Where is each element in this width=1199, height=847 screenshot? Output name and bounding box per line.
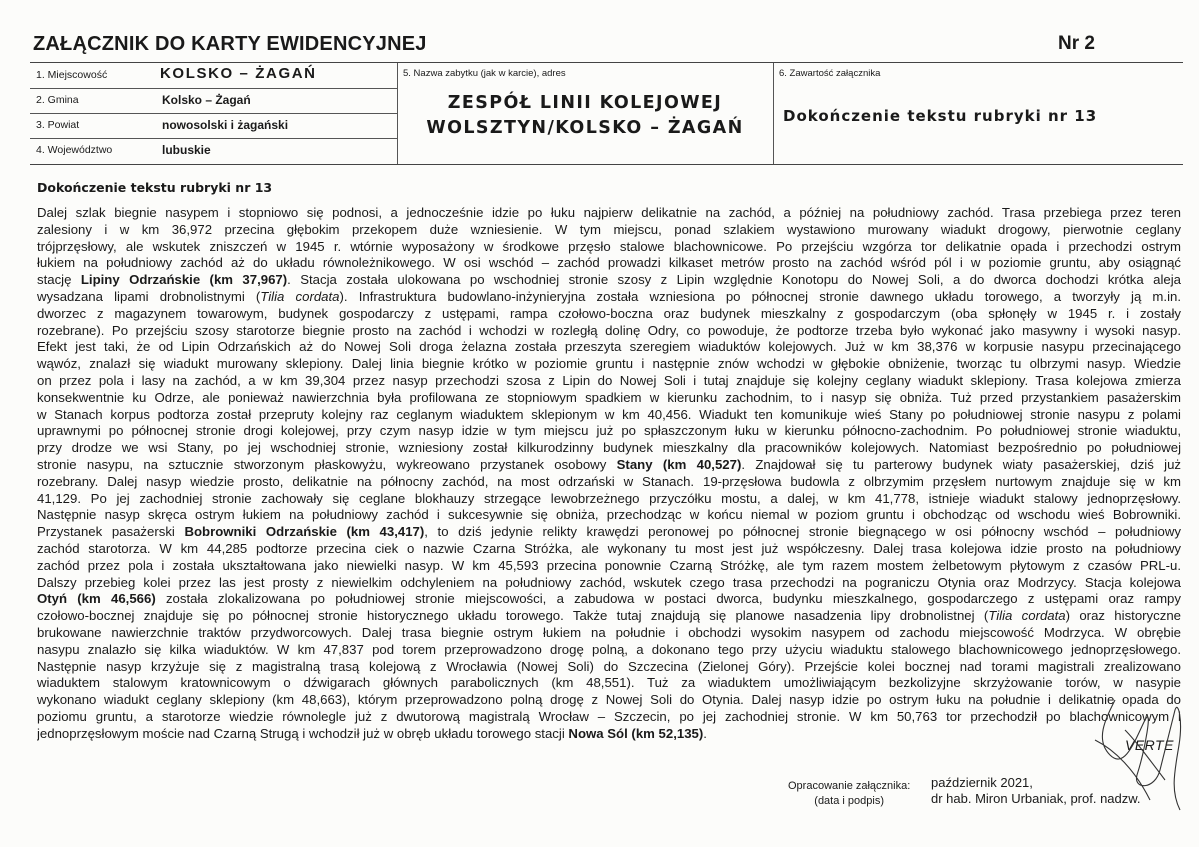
verte-note: VERTE [1125,737,1174,753]
text-segment: poziomu gruntu, a starotorze wiedzie równolegle już z dwutorową magistralą Wrocław – Szczecin, po jej zachodniej stronie. W km 50,763 tor przechodził po blachownicowym i [37,708,1181,724]
body-line [37,390,1181,407]
text-segment: nasypu znalazło się kilka wiaduktów. W km 47,837 pod torem przeprowadzono drogę polną, a dokonano tego przy użyciu wiaduktu stalowego blachownicowego jednoprzęsłowego. [37,641,1181,657]
body-line [37,423,1181,440]
body-line [37,642,1181,659]
attachment-content-label: 6. Zawartość załącznika [779,68,881,79]
text-segment: wysadzana lipami drobnolistnymi ( [37,288,261,304]
text-segment: wiaduktem stalowym kratownicowym o dźwigarach głównych parabolicznych (km 48,551). Tuż za wiaduktem umożliwiającym bezkolizyjne skrzyżowanie torów, w nasypie [37,675,1181,691]
field-locality [30,63,397,89]
text-segment: stronie nasypu, na sztucznie stworzonym płaskowyżu, wykreowano przystanek osobowy [37,456,617,472]
body-line [37,323,1181,340]
text-segment: . Stacja została ulokowana po wschodniej stronie szosy z Lipin względnie Konotopu do Nowej Soli, a do dworca dochodzi krótka aleja [287,272,1181,288]
body-line [37,339,1181,356]
field-value: KOLSKO – ŻAGAŃ [160,65,317,82]
text-segment: Przystanek pasażerski [37,524,185,540]
body-text [37,205,1181,743]
text-segment: dworzec z magazynem towarowym, budynek gospodarczy z ustępami, rampa czołowo-boczna oraz budynek mieszkalny z gospodarczym (oba spłonęły w 1945 r. i zostały [37,305,1181,321]
body-line [37,726,1181,743]
text-segment: rozebrany. Dalej nasyp wiedzie prosto, delikatnie na północny zachód, na most odrzański w Stanach. 19-przęsłowa budowla z olbrzymim przęsłem nurtowym znajduje się w km [37,473,1181,489]
field-voivodeship [30,138,397,163]
text-segment: rozebrane). Po przejściu szosy starotorze biegnie prosto na zachód i wchodzi w rozległą dolinę Odry, co powoduje, że podtorze trzeba było wykonać jako masywny i wysoki nasyp. [37,322,1181,338]
body-line [37,524,1181,541]
header-table [30,62,1183,165]
monument-name-line2: WOLSZTYN/KOLSKO – ŻAGAŃ [426,118,744,138]
text-segment: jednoprzęsłowym moście nad Czarną Strugą i wchodził już w obręb układu torowego stacji [37,725,569,741]
bold-text: Stany (km 40,527) [616,456,742,472]
prepared-author: dr hab. Miron Urbaniak, prof. nadzw. [931,791,1141,806]
body-line [37,675,1181,692]
body-line [37,457,1181,474]
body-line [37,558,1181,575]
italic-text: Tilia cordata [260,288,340,304]
bold-text: Bobrowniki Odrzańskie (km 43,417) [184,524,425,540]
monument-name-line1: ZESPÓŁ LINII KOLEJOWEJ [447,93,723,113]
body-line [37,575,1181,592]
text-segment: trójprzęsłowy, ale wskutek zniszczeń w 1945 r. wtórnie wyposażony w środkowe przęsło stalowe blachownicowe. Po przejściu wzgórza tor delikatnie opada i przechodzi ostrym [37,238,1181,254]
italic-text: Tilia cordata [988,608,1066,624]
section-heading: Dokończenie tekstu rubryki nr 13 [37,180,273,195]
field-label: 2. Gmina [36,94,79,106]
text-segment: łukiem na południowy zachód aż do układu równoleżnikowego. W osi wschód – zachód prowadzi kilkaset metrów prosto na zachód wśród pól i w poziomie gruntu, aby osiągnąć [37,255,1181,271]
body-line [37,205,1181,222]
text-segment: została zlokalizowana po południowej stronie miejscowości, a zabudowa w postaci dworca, budynku mieszkalnego, gospodarczego z ustępami oraz rampy [155,591,1181,607]
document-title: ZAŁĄCZNIK DO KARTY EWIDENCYJNEJ [33,33,427,55]
bold-text: Otyń (km 46,566) [37,591,156,607]
body-line [37,306,1181,323]
prepared-date: październik 2021, [931,775,1033,790]
attachment-content-cell [773,63,1183,164]
body-line [37,239,1181,256]
body-line [37,272,1181,289]
field-label: 3. Powiat [36,119,80,131]
text-segment: . Znajdował się tu parterowy budynek wiaty pasażerskiej, dziś już [741,456,1181,472]
bold-text: Lipiny Odrzańskie (km 37,967) [80,272,288,288]
text-segment: . [703,725,707,741]
text-segment: , to dziś jedynie relikty krawędzi peronowej po północnej stronie biegnącego w osi północny wschód – południowy [424,524,1181,540]
text-segment: zalesiony i w km 36,972 przecina głębokim przekopem duże wzniesienie. W tym miejscu, ponad szlakiem wystawiono murowany wiadukt drogowy, pierwotnie ceglany [37,221,1181,237]
text-segment: Dalszy przebieg kolei przez las jest prosty z niewielkim odchyleniem na południowy zachód, wskutek czego trasa przechodzi na pograniczu Otynia oraz Modrzycy. Stacja kolejowa [37,574,1181,590]
field-label: 4. Województwo [36,144,113,156]
text-segment: w Stanach korpus podtorza został przepruty kolejny raz ceglanym wiaduktem sklepionym w km 40,456. Wiadukt ten komunikuje wieś Stany po południowej stronie nasypu z polami [37,406,1181,422]
body-line [37,407,1181,424]
monument-name [397,91,773,141]
text-segment: 41,129. Po jej zachodniej stronie zachowały się ceglane blokhauzy strzegące lewobrzeżnego przyczółku mostu, a dalej, w km 41,778, istnieje wiadukt stalowy jednoprzęsłowy. [37,490,1181,506]
body-line [37,440,1181,457]
prepared-label: Opracowanie załącznika: [788,780,911,792]
text-segment: Dalej szlak biegnie nasypem i stopniowo się podnosi, a jednocześnie idzie po łuku najpierw delikatnie na zachód, a później na południowy zachód. Trasa przebiega przez teren [37,205,1181,220]
text-segment: on przez pola i lasy na zachód, a w km 39,304 przez nasyp przechodzi szosa z Lipin do Nowej Soli i tutaj znajduje się kolejny ceglany wiadukt sklepiony. Trasa kolejowa zmierza [37,372,1181,388]
body-line [37,507,1181,524]
monument-label: 5. Nazwa zabytku (jak w karcie), adres [403,68,566,79]
text-segment: Następnie nasyp skręca ostrym łukiem na południowy zachód i sukcesywnie się obniża, przechodząc w końcu niemal w poziom gruntu i obchodząc od wschodu wieś Bobrowniki. [37,507,1181,523]
field-value: nowosolski i żagański [162,118,289,132]
body-line [37,474,1181,491]
signature-icon [1075,680,1190,820]
text-segment: wykonano wiadukt ceglany sklepiony (km 48,663), którym przeprowadzono polną drogę z Nowej Soli do Otynia. Dalej nasyp idzie po ostrym łuku na południe i delikatnie opada do [37,692,1181,708]
text-segment: stację [37,272,81,288]
body-line [37,255,1181,272]
bold-text: Nowa Sól (km 52,135) [568,725,704,741]
field-label: 1. Miejscowość [36,69,108,81]
body-line [37,541,1181,558]
text-segment: czołowo-bocznej znajduje się po północnej stronie historycznego układu torowego. Także tutaj znajdują się planowe nasadzenia lipy drobnolistnej ( [37,608,989,624]
text-segment: zachód starotorza. W km 44,285 podtorze przecina ciek o nazwie Czarna Stróżka, ale wykonany tu most jest już współczesny. Dalej trasa kolejowa idzie prosto na południowy [37,540,1181,556]
body-line [37,356,1181,373]
text-segment: brukowane nawierzchnie traktów przydworcowych. Dalej trasa biegnie ostrym łukiem na południe i obchodzi wysokim nasypem od zachodu miejscowość Modrzyca. W obrębie [37,624,1181,640]
text-segment: zachód przez pola i została ukształtowana jako niewielki nasyp. W km 45,593 przecina ponownie Czarną Stróżkę, ale tym razem mostem żelbetowym płytowym z czasów PRL-u. [37,557,1181,573]
attachment-number: Nr 2 [1058,33,1095,54]
text-segment: ). Infrastruktura budowlano-inżynieryjna została wzniesiona po północnej stronie dawnego układu torowego, a tworzyły ją m.in. [339,288,1181,304]
body-line [37,373,1181,390]
monument-cell [397,63,774,164]
body-line [37,709,1181,726]
attachment-content: Dokończenie tekstu rubryki nr 13 [783,107,1098,125]
body-line [37,289,1181,306]
field-value: Kolsko – Żagań [162,93,251,107]
field-county [30,113,397,139]
prepared-sublabel: (data i podpis) [814,795,884,807]
body-line [37,591,1181,608]
text-segment: przy drodze we wsi Stany, po jej wschodniej stronie, wzniesiony został kilkurodzinny budynek mieszkalny dla pracowników kolejowych. Natomiast bezpośrednio po południowej [37,440,1181,456]
location-fields [30,63,398,164]
body-line [37,491,1181,508]
body-line [37,625,1181,642]
text-segment: ) oraz historyczne [1065,608,1181,624]
prepared-by-label [788,779,910,809]
body-line [37,222,1181,239]
body-line [37,692,1181,709]
text-segment: wąwóz, znalazł się wiadukt murowany sklepiony. Dalej linia biegnie krótko w poziomie gruntu i następnie znów wchodzi w głębokie obniżenie, tworząc tu olbrzymi nasyp. Wiedzie [37,356,1181,372]
text-segment: uprawnymi po północnej stronie drogi kolejowej, przy czym nasyp idzie w tym miejscu już po spłaszczonym łuku w kierunku północno-zachodnim. Po południowej stronie wiaduktu, [37,423,1181,439]
text-segment: Efekt jest taki, że od Lipin Odrzańskich aż do Nowej Soli droga żelazna została przeszyta szeregiem wiaduktów kolejowych. Już w km 38,376 w korpusie nasypu przecinającego [37,339,1181,355]
body-line [37,608,1181,625]
body-line [37,659,1181,676]
text-segment: konsekwentnie ku Odrze, ale ponieważ nawierzchnia była profilowana ze stopniowym spadkiem w kierunku zachodnim, to i nasyp się obniża. Tuż przed przystankiem pasażerskim [37,389,1181,405]
field-value: lubuskie [162,143,211,157]
field-commune [30,88,397,114]
text-segment: Następnie nasyp krzyżuje się z magistralną trasą kolejową z Wrocławia (Nowej Soli) do Szczecina (Zielonej Góry). Przejście kolei bocznej nad torami magistrali zrealizowano [37,658,1181,674]
